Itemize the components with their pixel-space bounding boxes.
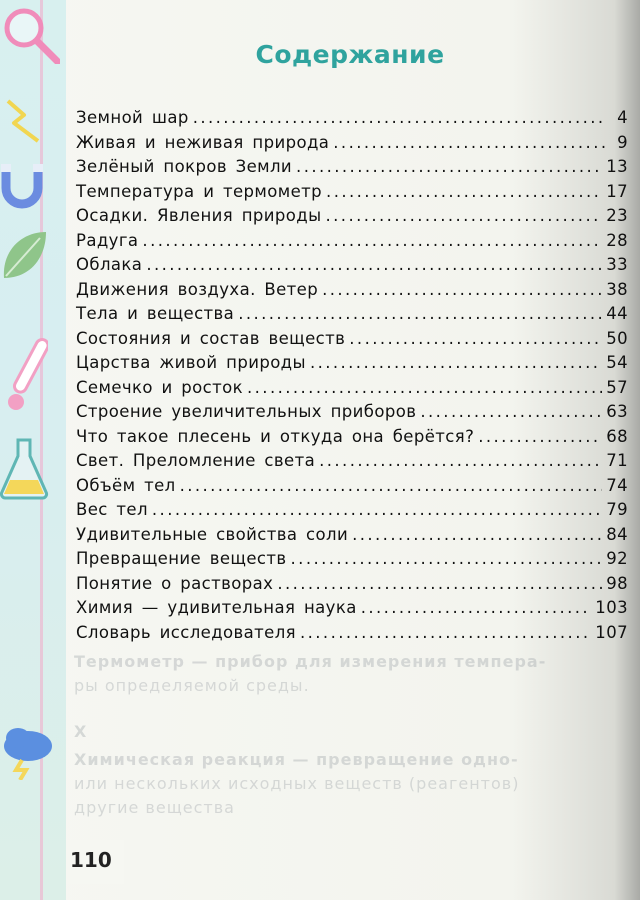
toc-entry-page: 107 — [595, 622, 628, 642]
toc-entry-title: Семечко и росток — [76, 377, 244, 397]
bleed-through-line: или нескольких исходных веществ (реагентов) — [74, 774, 520, 793]
toc-leader-dots — [319, 451, 602, 470]
toc-entry[interactable] — [76, 574, 628, 599]
toc-leader-dots — [146, 255, 602, 274]
toc-entry-title: Свет. Преломление света — [76, 451, 316, 470]
toc-leader-dots — [333, 133, 606, 152]
toc-entry[interactable] — [76, 427, 628, 452]
toc-leader-dots — [152, 500, 602, 519]
toc-entry-title: Температура и термометр — [76, 181, 323, 201]
toc-entry-page: 98 — [606, 573, 628, 593]
toc-entry-page: 9 — [617, 132, 628, 152]
bleed-through-line: ры определяемой среды. — [74, 676, 310, 695]
toc-entry-page: 103 — [595, 598, 628, 617]
toc-entry-page: 38 — [606, 279, 628, 299]
toc-leader-dots — [277, 574, 602, 593]
toc-leader-dots — [247, 378, 602, 397]
toc-entry-page: 79 — [606, 500, 628, 519]
toc-leader-dots — [180, 476, 603, 495]
toc-entry-page: 17 — [606, 181, 628, 201]
toc-entry-title: Царства живой природы — [76, 353, 306, 372]
thermometer-icon — [8, 332, 48, 412]
toc-entry[interactable] — [76, 157, 628, 182]
toc-entry-page: 63 — [606, 402, 628, 421]
decorative-margin — [0, 0, 66, 900]
toc-entry[interactable] — [76, 378, 628, 403]
toc-entry-title: Состояния и состав веществ — [76, 328, 346, 348]
magnet-icon — [0, 160, 44, 210]
toc-leader-dots — [296, 157, 602, 176]
toc-entry[interactable] — [76, 549, 628, 574]
toc-entry-title: Облака — [76, 255, 143, 274]
toc-entry-page: 74 — [606, 475, 628, 495]
toc-entry[interactable] — [76, 353, 628, 378]
toc-entry-title: Что такое плесень и откуда она берётся? — [76, 426, 475, 446]
toc-leader-dots — [326, 206, 603, 225]
toc-leader-dots — [322, 280, 602, 299]
toc-entry[interactable] — [76, 623, 628, 648]
toc-entry[interactable] — [76, 451, 628, 476]
toc-entry-page: 23 — [606, 206, 628, 225]
lightning-icon — [4, 95, 44, 145]
toc-entry[interactable] — [76, 182, 628, 207]
toc-leader-dots — [142, 231, 602, 250]
toc-entry[interactable] — [76, 525, 628, 550]
toc-entry[interactable] — [76, 500, 628, 525]
toc-entry-title: Движения воздуха. Ветер — [76, 279, 319, 299]
toc-leader-dots — [361, 598, 592, 617]
toc-entry[interactable] — [76, 598, 628, 623]
toc-entry-page: 13 — [606, 157, 628, 176]
toc-entry[interactable] — [76, 476, 628, 501]
toc-entry-page: 68 — [606, 426, 628, 446]
toc-leader-dots — [349, 329, 602, 348]
page-title: Содержание — [255, 40, 445, 69]
toc-entry[interactable] — [76, 255, 628, 280]
toc-entry-page: 28 — [606, 230, 628, 250]
toc-entry-page: 57 — [606, 377, 628, 397]
toc-entry-title: Земной шар — [76, 108, 189, 127]
toc-leader-dots — [310, 353, 602, 372]
bleed-through-line: Термометр — прибор для измерения темпера- — [74, 652, 547, 671]
page-number: 110 — [70, 848, 112, 872]
toc-leader-dots — [238, 304, 602, 323]
toc-entry-title: Вес тел — [76, 500, 148, 519]
toc-entry-title: Зелёный покров Земли — [76, 157, 293, 176]
toc-entry[interactable] — [76, 329, 628, 354]
toc-entry[interactable] — [76, 206, 628, 231]
toc-entry-page: 92 — [606, 549, 628, 568]
toc-entry-page: 54 — [606, 353, 628, 372]
toc-leader-dots — [326, 182, 602, 201]
toc-entry-title: Превращение веществ — [76, 549, 287, 568]
toc-entry-title: Удивительные свойства соли — [76, 524, 349, 544]
toc-entry-title: Живая и неживая природа — [76, 132, 330, 152]
toc-entry-title: Словарь исследователя — [76, 622, 296, 642]
toc-entry-page: 33 — [606, 255, 628, 274]
table-of-contents — [76, 108, 628, 647]
toc-entry-title: Тела и вещества — [76, 304, 235, 323]
toc-entry-title: Объём тел — [76, 475, 176, 495]
bleed-through-line: Химическая реакция — превращение одно- — [74, 750, 519, 769]
toc-entry-page: 71 — [606, 451, 628, 470]
toc-entry-page: 4 — [617, 108, 628, 127]
magnifier-icon — [2, 6, 60, 64]
toc-entry-page: 44 — [606, 304, 628, 323]
toc-entry[interactable] — [76, 304, 628, 329]
toc-leader-dots — [352, 525, 602, 544]
bleed-through-line: другие вещества — [74, 798, 235, 817]
toc-entry-title: Строение увеличительных приборов — [76, 402, 417, 421]
leaf-icon — [0, 228, 50, 284]
toc-entry[interactable] — [76, 402, 628, 427]
toc-entry[interactable] — [76, 280, 628, 305]
toc-leader-dots — [420, 402, 602, 421]
toc-entry-page: 84 — [606, 524, 628, 544]
toc-leader-dots — [291, 549, 603, 568]
toc-leader-dots — [300, 623, 591, 642]
cloud-icon — [0, 720, 56, 780]
toc-entry-title: Химия — удивительная наука — [76, 598, 357, 617]
toc-entry[interactable] — [76, 231, 628, 256]
toc-entry-page: 50 — [606, 328, 628, 348]
toc-entry[interactable] — [76, 108, 628, 133]
toc-leader-dots — [478, 427, 602, 446]
toc-leader-dots — [193, 108, 606, 127]
flask-icon — [0, 436, 50, 500]
toc-entry-title: Осадки. Явления природы — [76, 206, 322, 225]
toc-entry-title: Понятие о растворах — [76, 573, 274, 593]
toc-entry[interactable] — [76, 133, 628, 158]
bleed-through-letter: Х — [74, 722, 88, 741]
toc-entry-title: Радуга — [76, 230, 139, 250]
